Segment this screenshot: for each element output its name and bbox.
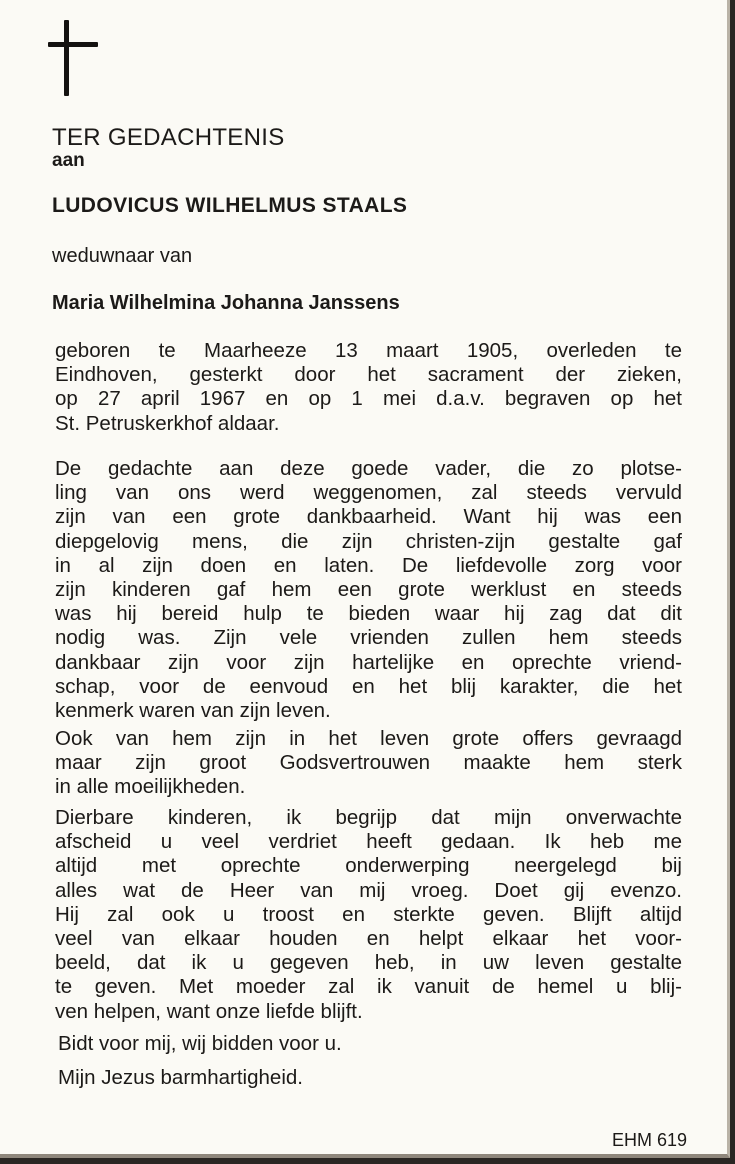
dedication-word: aan — [52, 150, 85, 171]
text-line: Hij zal ook u troost en sterkte geven. Blijft altijd — [55, 902, 682, 926]
text-line: zijn kinderen gaf hem een grote werklust en steeds — [55, 578, 682, 602]
text-line: in al zijn doen en laten. De liefdevolle zorg voor — [55, 553, 682, 577]
text-line: beeld, dat ik u gegeven heb, in uw leven gestalte — [55, 951, 682, 975]
text-line: in alle moeilijkheden. — [55, 775, 246, 799]
text-line: Eindhoven, gesterkt door het sacrament der zieken, — [55, 363, 682, 387]
spouse-name: Maria Wilhelmina Johanna Janssens — [52, 292, 400, 314]
text-line: schap, voor de eenvoud en het blij karakter, die het — [55, 674, 682, 698]
text-line: was hij bereid hulp te bieden waar hij zag dat dit — [55, 602, 682, 626]
text-line: Dierbare kinderen, ik begrijp dat mijn onverwachte — [55, 806, 682, 829]
relation-text: weduwnaar van — [52, 245, 193, 267]
offers-paragraph — [55, 727, 682, 800]
text-line: ling van ons werd weggenomen, zal steeds vervuld — [55, 481, 682, 505]
text-line: alles wat de Heer van mij vroeg. Doet gij evenzo. — [55, 878, 682, 902]
text-line: dankbaar zijn voor zijn hartelijke en oprechte vriend- — [55, 650, 682, 674]
birth-death-paragraph — [55, 339, 682, 436]
text-line: ven helpen, want onze liefde blijft. — [55, 999, 363, 1023]
text-line: nodig was. Zijn vele vrienden zullen hem steeds — [55, 626, 682, 650]
deceased-name: LUDOVICUS WILHELMUS STAALS — [52, 194, 408, 217]
prayer-line: Bidt voor mij, wij bidden voor u. — [58, 1032, 342, 1055]
text-line: te geven. Met moeder zal ik vanuit de hemel u blij- — [55, 975, 682, 999]
text-line: altijd met oprechte onderwerping neergelegd bij — [55, 854, 682, 878]
text-line: kenmerk waren van zijn leven. — [55, 699, 331, 723]
memory-paragraph — [55, 457, 682, 723]
card-title: TER GEDACHTENIS — [52, 124, 285, 151]
text-line: veel van elkaar houden en helpt elkaar het voor- — [55, 927, 682, 951]
text-line: De gedachte aan deze goede vader, die zo plotse- — [55, 457, 682, 480]
invocation-line: Mijn Jezus barmhartigheid. — [58, 1066, 303, 1089]
text-line: geboren te Maarheeze 13 maart 1905, overleden te — [55, 339, 682, 362]
text-line: zijn van een grote dankbaarheid. Want hij was een — [55, 505, 682, 529]
text-line: diepgelovig mens, die zijn christen-zijn gestalte gaf — [55, 529, 682, 553]
text-line: afscheid u veel verdriet heeft gedaan. Ik heb me — [55, 830, 682, 854]
printer-code: EHM 619 — [612, 1130, 688, 1150]
text-line: maar zijn groot Godsvertrouwen maakte hem sterk — [55, 751, 682, 775]
text-line: op 27 april 1967 en op 1 mei d.a.v. begraven op het — [55, 387, 682, 411]
cross-icon — [48, 20, 100, 96]
children-paragraph — [55, 806, 682, 1024]
text-line: St. Petruskerkhof aldaar. — [55, 411, 280, 435]
text-line: Ook van hem zijn in het leven grote offers gevraagd — [55, 727, 682, 750]
